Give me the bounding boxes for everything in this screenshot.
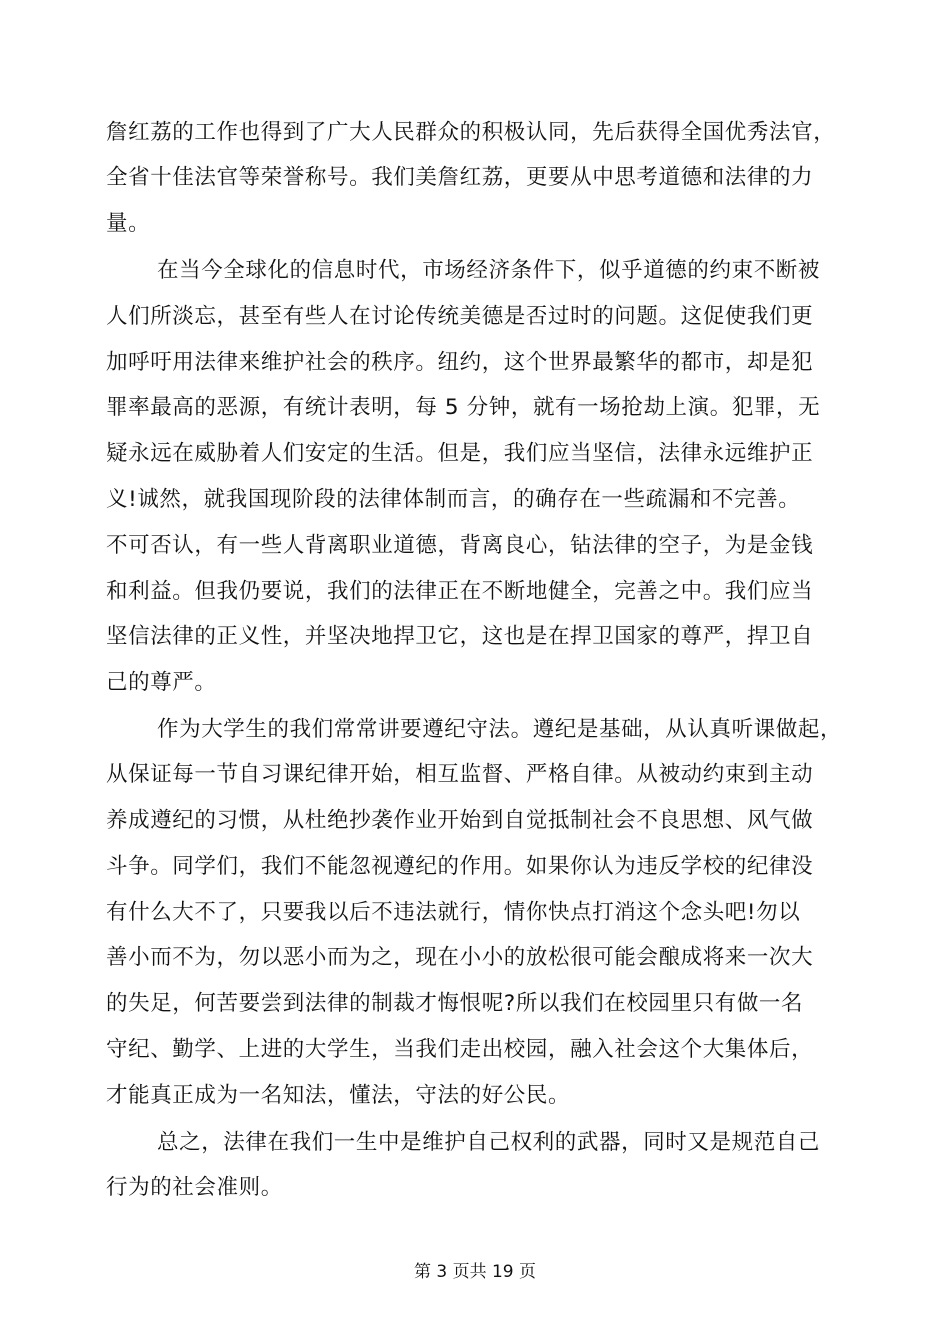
text-line: 义!诚然，就我国现阶段的法律体制而言，的确存在一些疏漏和不完善。 — [106, 487, 801, 512]
text-line: 有什么大不了，只要我以后不违法就行，情你快点打消这个念头吧!勿以 — [106, 900, 801, 925]
paragraph-start-line: 总之，法律在我们一生中是维护自己权利的武器，同时又是规范自己 — [157, 1130, 821, 1155]
text-line: 和利益。但我仍要说，我们的法律正在不断地健全，完善之中。我们应当 — [106, 579, 814, 604]
paragraph-start-line: 在当今全球化的信息时代，市场经济条件下，似乎道德的约束不断被 — [157, 258, 821, 283]
text-line: 疑永远在威胁着人们安定的生活。但是，我们应当坚信，法律永远维护正 — [106, 441, 814, 466]
text-line: 量。 — [106, 211, 151, 236]
text-line: 加呼吁用法律来维护社会的秩序。纽约，这个世界最繁华的都市，却是犯 — [106, 350, 814, 375]
text-line: 行为的社会准则。 — [106, 1175, 283, 1200]
text-line: 罪率最高的恶源，有统计表明，每 5 分钟，就有一场抢劫上演。犯罪，无 — [106, 395, 821, 420]
page-number-footer: 第 3 页共 19 页 — [413, 1262, 537, 1282]
text-line: 坚信法律的正义性，并坚决地捍卫它，这也是在捍卫国家的尊严，捍卫自 — [106, 624, 814, 649]
text-line: 人们所淡忘，甚至有些人在讨论传统美德是否过时的问题。这促使我们更 — [106, 304, 814, 329]
text-line: 全省十佳法官等荣誉称号。我们美詹红荔，更要从中思考道德和法律的力 — [106, 165, 814, 190]
text-line: 从保证每一节自习课纪律开始，相互监督、严格自律。从被动约束到主动 — [106, 762, 814, 787]
text-line: 才能真正成为一名知法，懂法，守法的好公民。 — [106, 1083, 571, 1108]
text-line: 詹红荔的工作也得到了广大人民群众的积极认同，先后获得全国优秀法官， — [106, 120, 836, 145]
text-line: 的失足，何苦要尝到法律的制裁才悔恨呢?所以我们在校园里只有做一名 — [106, 991, 804, 1016]
text-line: 善小而不为，勿以恶小而为之，现在小小的放松很可能会酿成将来一次大 — [106, 945, 814, 970]
paragraph-start-line: 作为大学生的我们常常讲要遵纪守法。遵纪是基础，从认真听课做起， — [157, 717, 843, 742]
text-line: 养成遵纪的习惯，从杜绝抄袭作业开始到自觉抵制社会不良思想、风气做 — [106, 808, 814, 833]
text-line: 守纪、勤学、上进的大学生，当我们走出校园，融入社会这个大集体后， — [106, 1037, 814, 1062]
text-line: 斗争。同学们，我们不能忽视遵纪的作用。如果你认为违反学校的纪律没 — [106, 854, 814, 879]
text-line: 不可否认，有一些人背离职业道德，背离良心，钻法律的空子，为是金钱 — [106, 533, 814, 558]
text-line: 己的尊严。 — [106, 670, 217, 695]
